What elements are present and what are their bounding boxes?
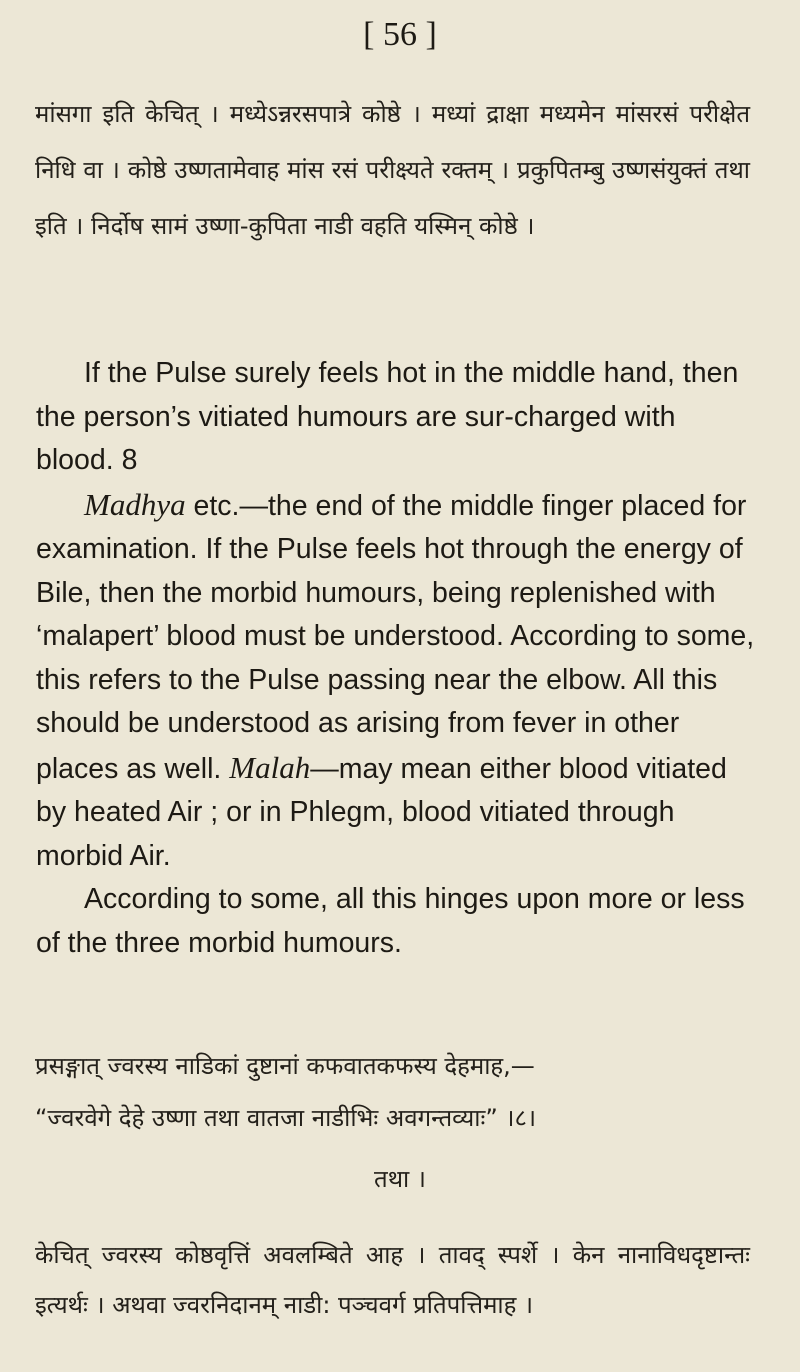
paragraph-madhya xyxy=(36,483,756,879)
paragraph-pulse-hot: If the Pulse surely feels hot in the middle hand, then the person’s vitiated humours are sur-charged with blood. 8 xyxy=(36,357,739,476)
sanskrit-verse-top: मांसगा इति केचित् । मध्येऽन्नरसपात्रे कोष्ठे । मध्यां द्राक्षा मध्यमेन मांसरसं परीक्षेत निधि वा । कोष्ठे उष्णतामेवाह मांस रसं परीक्ष्यते रक्तम् । प्रकुपितम्बु उष्णसंयुक्तं तथा इति । निर्दोष सामं उष्णा-कुपिता नाडी वहति यस्मिन् कोष्ठे । xyxy=(35,100,750,240)
sanskrit-quoted-verse: “ज्वरवेगे देहे उष्णा तथा वातजा नाडीभिः अवगन्तव्याः” ।८। xyxy=(35,1104,537,1132)
paragraph-malah-text: —may mean either blood vitiated by heated Air ; or in Phlegm, blood vitiated through morbid Air. xyxy=(36,752,727,872)
page-number: [ 56 ] xyxy=(363,16,437,53)
english-translation xyxy=(36,352,756,965)
term-malah: Malah xyxy=(229,749,311,785)
term-madhya: Madhya xyxy=(84,486,186,522)
paragraph-madhya-text: etc.—the end of the middle finger placed for examination. If the Pulse feels hot through the energy of Bile, then the morbid humours, being replenished with ‘malapert’ blood must be understood. According to some, this refers to the Pulse passing near the elbow. All this should be understood as arising from fever in other places as well. xyxy=(36,489,755,785)
paragraph-three-humours: According to some, all this hinges upon more or less of the three morbid humours. xyxy=(36,883,745,959)
sanskrit-tatha: तथा । xyxy=(374,1165,426,1193)
sanskrit-commentary-line-1: प्रसङ्गात् ज्वरस्य नाडिकां दुष्टानां कफवातकफस्य देहमाह,— xyxy=(35,1052,535,1080)
sanskrit-commentary-line-2: केचित् ज्वरस्य कोष्ठवृत्तिं अवलम्बिते आह । तावद् स्पर्शे । केन नानाविधदृष्टान्तः इत्यर्थः । अथवा ज्वरनिदानम् नाडी: पञ्चवर्ग प्रतिपत्तिमाह । xyxy=(35,1241,750,1319)
